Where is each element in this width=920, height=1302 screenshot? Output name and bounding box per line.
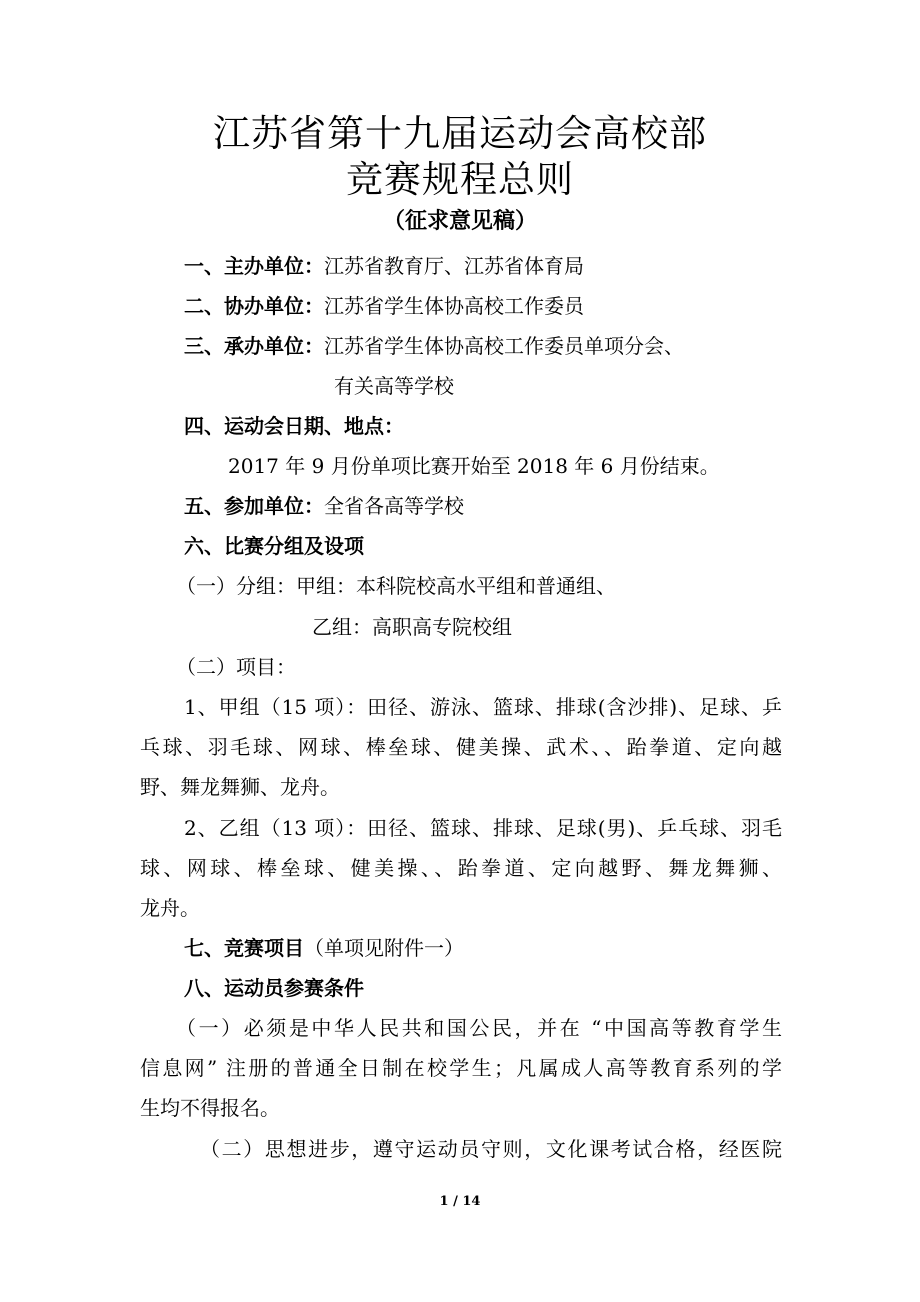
items-group-b-line3: 龙舟。	[140, 896, 200, 920]
page-number: 1 / 14	[439, 1194, 481, 1209]
section-participants	[184, 492, 464, 520]
section-heading: 七、竞赛项目	[184, 936, 304, 960]
section-text: 江苏省学生体协高校工作委员单项分会、	[324, 334, 684, 358]
eligibility-p1-line1: （一）必须是中华人民共和国公民，并在 “中国高等教育学生	[176, 1016, 782, 1040]
section-heading: 一、主办单位：	[184, 254, 324, 278]
section-heading: 二、协办单位：	[184, 294, 324, 318]
section-date-heading: 四、运动会日期、地点：	[184, 414, 404, 438]
items-group-b-line2: 球、网球、棒垒球、健美操、、跆拳道、定向越野、舞龙舞狮、	[140, 856, 782, 880]
eligibility-p2-line1: （二）思想进步，遵守运动员守则，文化课考试合格，经医院	[200, 1137, 782, 1161]
document-title-line2: 竞赛规程总则	[346, 158, 574, 201]
section-co-organizer	[184, 292, 584, 320]
section-events	[184, 934, 464, 962]
section-heading: 三、承办单位：	[184, 334, 324, 358]
groups-line-b: 乙组：高职高专院校组	[312, 615, 512, 639]
section-heading: 五、参加单位：	[184, 494, 324, 518]
section-groups-heading: 六、比赛分组及设项	[184, 534, 364, 558]
section-text: 江苏省学生体协高校工作委员	[324, 294, 584, 318]
section-text: （单项见附件一）	[304, 936, 464, 960]
items-group-a-line1: 1、甲组（15 项）：田径、游泳、篮球、排球(含沙排)、足球、乒	[184, 695, 782, 719]
items-label: （二）项目：	[176, 655, 296, 679]
section-host	[184, 332, 684, 360]
items-group-a-line2: 乓球、羽毛球、网球、棒垒球、健美操、武术、、跆拳道、定向越	[140, 735, 782, 759]
items-group-b-line1: 2、乙组（13 项）：田径、篮球、排球、足球(男)、乒乓球、羽毛	[184, 816, 782, 840]
document-subtitle: （征求意见稿）	[382, 208, 537, 234]
document-title-line1: 江苏省第十九届运动会高校部	[213, 112, 707, 155]
section-text: 全省各高等学校	[324, 494, 464, 518]
section-eligibility-heading: 八、运动员参赛条件	[184, 976, 364, 1000]
groups-line-a: （一）分组：甲组：本科院校高水平组和普通组、	[176, 574, 616, 598]
items-group-a-line3: 野、舞龙舞狮、龙舟。	[140, 775, 340, 799]
section-date-text: 2017 年 9 月份单项比赛开始至 2018 年 6 月份结束。	[228, 454, 720, 478]
eligibility-p1-line2: 信息网” 注册的普通全日制在校学生；凡属成人高等教育系列的学	[140, 1056, 782, 1080]
section-host-continued: 有关高等学校	[334, 374, 454, 398]
eligibility-p1-line3: 生均不得报名。	[140, 1096, 280, 1120]
section-text: 江苏省教育厅、江苏省体育局	[324, 254, 584, 278]
section-organizer	[184, 252, 584, 280]
